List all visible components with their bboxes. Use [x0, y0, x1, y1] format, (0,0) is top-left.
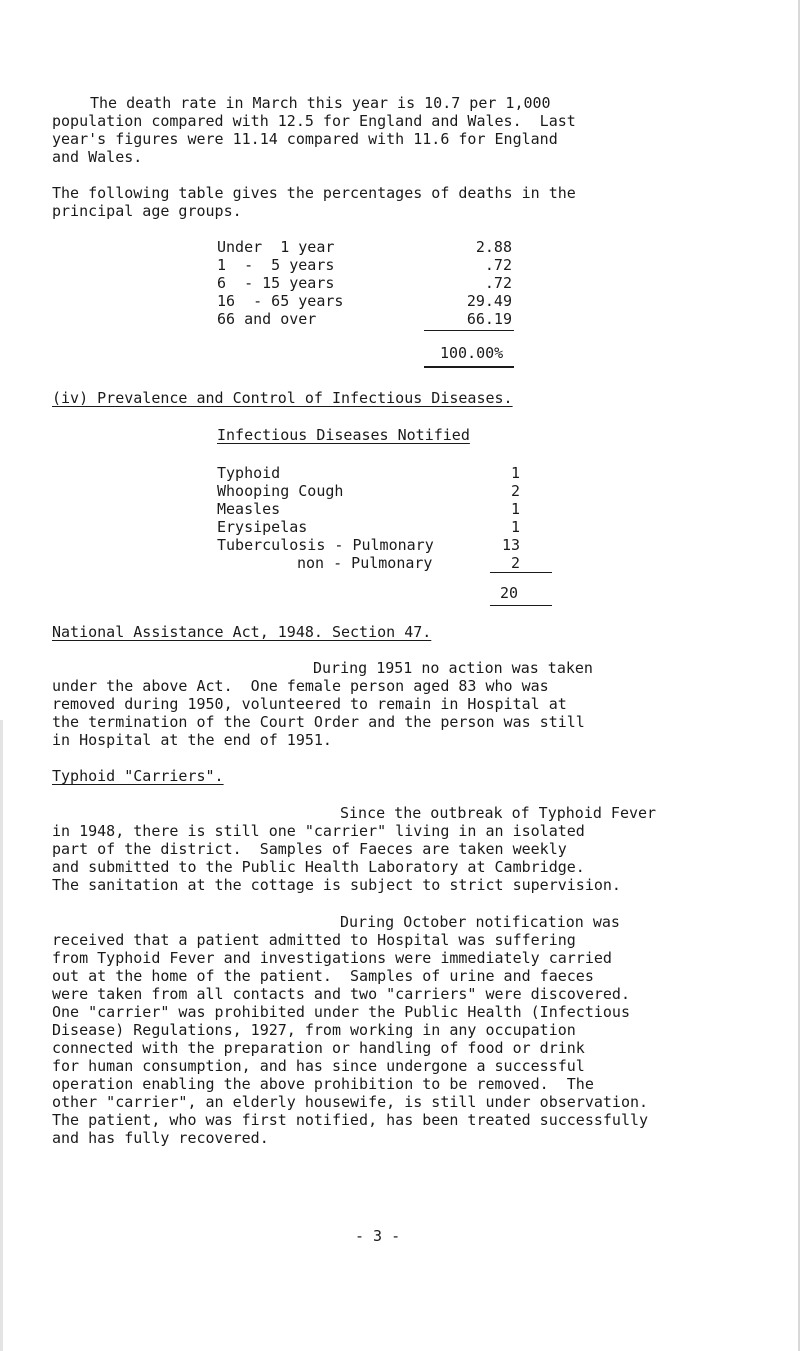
- text-line: in Hospital at the end of 1951.: [52, 731, 332, 749]
- total-rule: [490, 572, 552, 573]
- text-line: population compared with 12.5 for England and Wales. Last: [52, 112, 576, 130]
- nat-assist-heading: National Assistance Act, 1948. Section 47.: [52, 623, 432, 641]
- text-line: connected with the preparation or handling of food or drink: [52, 1039, 585, 1057]
- age-group-label: 1 - 5 years: [217, 256, 335, 274]
- disease-count: 1: [510, 464, 520, 482]
- disease-label: Tuberculosis - Pulmonary: [217, 536, 434, 554]
- disease-count: 2: [510, 482, 520, 500]
- age-group-label: 16 - 65 years: [217, 292, 344, 310]
- text-line: removed during 1950, volunteered to remain in Hospital at: [52, 695, 567, 713]
- text-line: in 1948, there is still one "carrier" living in an isolated: [52, 822, 585, 840]
- typhoid-heading: Typhoid "Carriers".: [52, 767, 224, 785]
- disease-total: 20: [500, 584, 519, 602]
- page-number: - 3 -: [355, 1227, 401, 1245]
- text-line: Since the outbreak of Typhoid Fever: [340, 804, 657, 822]
- text-line: operation enabling the above prohibition to be removed. The: [52, 1075, 594, 1093]
- text-line: and has fully recovered.: [52, 1129, 269, 1147]
- text-line: out at the home of the patient. Samples of urine and faeces: [52, 967, 594, 985]
- text-line: from Typhoid Fever and investigations were immediately carried: [52, 949, 612, 967]
- disease-count: 1: [510, 500, 520, 518]
- text-line: the termination of the Court Order and the person was still: [52, 713, 585, 731]
- age-group-value: .72: [484, 256, 512, 274]
- text-line: principal age groups.: [52, 202, 242, 220]
- scan-margin-mark: [0, 720, 3, 1351]
- age-group-label: 6 - 15 years: [217, 274, 335, 292]
- total-rule: [490, 605, 552, 606]
- text-line: One "carrier" was prohibited under the Public Health (Infectious: [52, 1003, 630, 1021]
- text-line: for human consumption, and has since undergone a successful: [52, 1057, 585, 1075]
- disease-count: 1: [510, 518, 520, 536]
- text-line: were taken from all contacts and two "carriers" were discovered.: [52, 985, 630, 1003]
- text-line: The patient, who was first notified, has been treated successfully: [52, 1111, 649, 1129]
- text-line: year's figures were 11.14 compared with 11.6 for England: [52, 130, 558, 148]
- disease-label: Whooping Cough: [217, 482, 344, 500]
- total-rule: [424, 330, 514, 331]
- age-group-value: 29.49: [466, 292, 512, 310]
- text-line: The death rate in March this year is 10.7 per 1,000: [90, 94, 551, 112]
- notified-heading: Infectious Diseases Notified: [217, 426, 470, 444]
- text-line: During 1951 no action was taken: [313, 659, 593, 677]
- age-group-label: 66 and over: [217, 310, 317, 328]
- disease-count: 13: [501, 536, 520, 554]
- text-line: During October notification was: [340, 913, 620, 931]
- age-group-label: Under 1 year: [217, 238, 335, 256]
- total-double-rule: [424, 366, 514, 368]
- age-group-value: .72: [484, 274, 512, 292]
- text-line: The sanitation at the cottage is subject to strict supervision.: [52, 876, 621, 894]
- text-line: and Wales.: [52, 148, 143, 166]
- age-total: 100.00%: [440, 344, 504, 362]
- disease-label: Typhoid: [217, 464, 281, 482]
- section-iv-heading: (iv) Prevalence and Control of Infectious Diseases.: [52, 389, 513, 407]
- age-group-value: 66.19: [466, 310, 512, 328]
- text-line: Disease) Regulations, 1927, from working in any occupation: [52, 1021, 576, 1039]
- text-line: under the above Act. One female person aged 83 who was: [52, 677, 549, 695]
- text-line: part of the district. Samples of Faeces are taken weekly: [52, 840, 567, 858]
- text-line: The following table gives the percentages of deaths in the: [52, 184, 576, 202]
- disease-label: non - Pulmonary: [297, 554, 433, 572]
- disease-label: Erysipelas: [217, 518, 308, 536]
- disease-count: 2: [510, 554, 520, 572]
- disease-label: Measles: [217, 500, 281, 518]
- text-line: and submitted to the Public Health Laboratory at Cambridge.: [52, 858, 585, 876]
- text-line: other "carrier", an elderly housewife, is still under observation.: [52, 1093, 649, 1111]
- text-line: received that a patient admitted to Hospital was suffering: [52, 931, 576, 949]
- age-group-value: 2.88: [475, 238, 512, 256]
